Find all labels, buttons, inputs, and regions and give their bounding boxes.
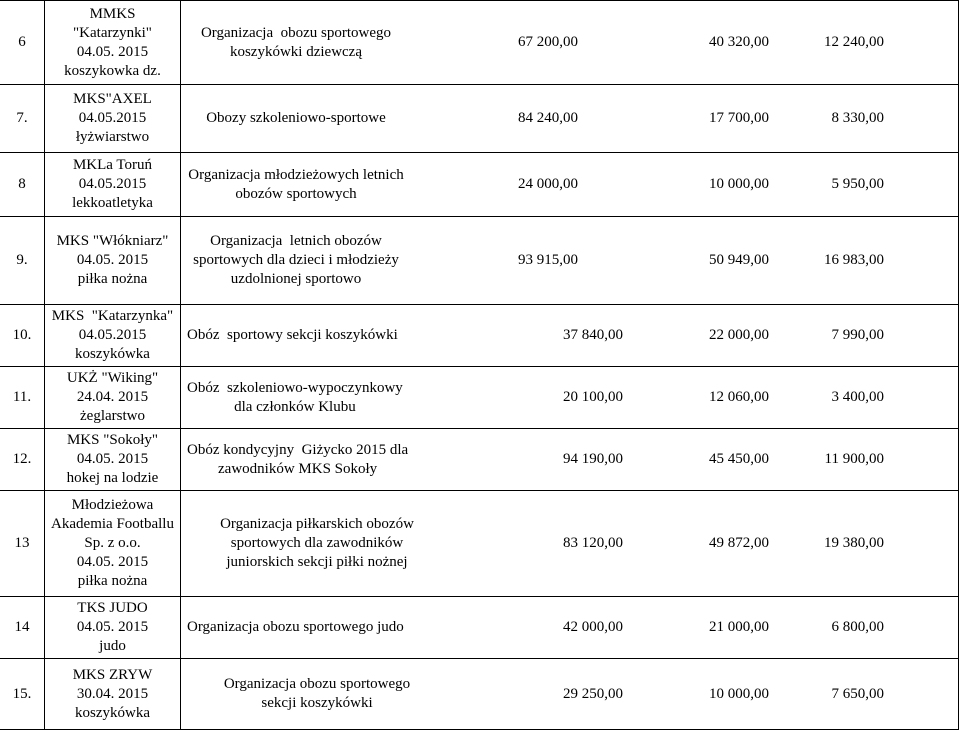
granted-amount: 11 900,00 [824,451,884,467]
organization-line: MKS "Katarzynka" [51,308,174,324]
task-cell [181,491,457,596]
organization-line: TKS JUDO [77,600,148,616]
table-row [0,305,959,366]
requested-amount: 49 872,00 [709,535,769,551]
organization-line: MKS "Włókniarz" [56,233,169,249]
task-line: juniorskich sekcji piłki nożnej [226,554,408,570]
task-cell [181,429,457,490]
organization-line: 04.05. 2015 [76,554,149,570]
table-row [0,85,959,152]
organization-line: Sp. z o.o. [84,535,141,551]
amounts-cell [456,305,959,366]
row-number: 9. [16,252,28,268]
table-row [0,367,959,428]
row-number: 14 [14,619,30,635]
organization-line: 04.05.2015 [78,176,147,192]
requested-amount: 10 000,00 [709,685,769,702]
organization-cell [45,659,180,729]
organization-line: 04.05. 2015 [76,619,149,635]
task-line: Organizacja letnich obozów [210,233,382,249]
table-row [0,597,959,658]
task-line: Organizacja obozu sportowego [200,24,392,41]
amounts-cell [411,153,959,216]
row-number: 8 [18,176,26,192]
row-number: 15. [12,685,32,702]
organization-line: 04.05. 2015 [76,43,149,60]
granted-amount: 5 950,00 [831,176,884,192]
task-cell [181,153,411,216]
organization-line: 04.05.2015 [78,327,147,343]
amounts-cell [456,429,959,490]
granted-amount: 7 990,00 [831,327,884,343]
task-line: obozów sportowych [235,185,357,202]
organization-line: MKS"AXEL [73,91,152,107]
task-cell [181,597,457,658]
task-line: sekcji koszykówki [261,695,373,711]
row-number: 7. [16,110,28,126]
amounts-cell [411,1,959,84]
task-line: Obóz sportowy sekcji koszykówki [187,327,398,343]
organization-line: "Katarzynki" [73,24,152,41]
task-line: zawodników MKS Sokoły [218,460,378,477]
task-line: sportowych dla zawodników [230,535,404,551]
requested-amount: 17 700,00 [709,110,769,126]
organization-line: koszykówka [74,346,150,362]
organization-line: 24.04. 2015 [76,389,149,405]
total-amount: 84 240,00 [518,110,578,126]
task-cell [181,217,411,304]
amounts-cell [456,367,959,428]
granted-amount: 3 400,00 [831,389,884,405]
row-number: 12. [12,451,32,467]
total-amount: 93 915,00 [518,252,578,268]
granted-amount: 12 240,00 [824,34,884,50]
organization-line: koszykówka [75,704,150,721]
total-amount: 29 250,00 [563,685,623,702]
table-row [0,217,959,304]
requested-amount: 22 000,00 [709,327,769,343]
table-row [0,491,959,596]
organization-line: MKS ZRYW [72,666,153,683]
task-line: Obóz szkoleniowo-wypoczynkowy [187,379,403,396]
row-number: 10. [12,327,32,343]
row-number: 11. [12,389,32,405]
organization-line: Akademia Footballu [51,516,174,532]
organization-cell [45,305,180,366]
table-row [0,153,959,216]
organization-cell [45,85,180,152]
organization-line: lekkoatletyka [72,195,153,211]
task-cell [181,305,457,366]
task-cell [181,659,457,729]
task-cell [181,85,411,152]
task-line: Organizacja obozu sportowego judo [187,619,404,635]
requested-amount: 12 060,00 [709,389,769,405]
total-amount: 20 100,00 [563,389,623,405]
granted-amount: 7 650,00 [831,685,884,702]
organization-cell [45,153,180,216]
organization-line: hokej na lodzie [66,470,159,486]
organization-cell [45,491,180,596]
granted-amount: 19 380,00 [824,535,884,551]
task-line: Organizacja młodzieżowych letnich [188,166,404,183]
amounts-cell [456,597,959,658]
task-cell [181,1,411,84]
organization-line: judo [99,638,126,654]
row-number: 6 [18,34,26,50]
task-line: Organizacja piłkarskich obozów [220,516,414,532]
task-line: Obozy szkoleniowo-sportowe [206,110,386,126]
organization-cell [45,597,180,658]
granted-amount: 8 330,00 [831,110,884,126]
granted-amount: 6 800,00 [831,619,884,635]
total-amount: 37 840,00 [563,327,623,343]
organization-line: MKLa Toruń [72,157,153,173]
table-row [0,659,959,729]
organization-line: piłka nożna [77,573,148,589]
amounts-cell [411,217,959,304]
total-amount: 42 000,00 [563,619,623,635]
requested-amount: 10 000,00 [709,176,769,192]
organization-cell [45,1,180,84]
organization-line: łyżwiarstwo [75,129,150,145]
amounts-cell [456,659,959,729]
requested-amount: 21 000,00 [709,619,769,635]
total-amount: 24 000,00 [518,176,578,192]
requested-amount: 40 320,00 [709,34,769,50]
task-line: uzdolnionej sportowo [230,271,362,287]
task-line: Organizacja obozu sportowego [223,676,411,692]
granted-amount: 16 983,00 [824,252,884,268]
organization-line: koszykowka dz. [64,62,161,79]
table-row [0,429,959,490]
organization-cell [45,429,180,490]
organization-line: 04.05. 2015 [76,252,149,268]
task-line: dla członków Klubu [234,398,356,415]
table-row [0,1,959,84]
requested-amount: 50 949,00 [709,252,769,268]
organization-cell [45,367,180,428]
task-cell [181,367,457,428]
amounts-cell [456,491,959,596]
organization-line: 04.05. 2015 [76,451,149,467]
organization-line: 30.04. 2015 [76,685,149,702]
task-line: sportowych dla dzieci i młodzieży [193,252,399,268]
organization-line: MMKS [89,5,136,22]
organization-line: 04.05.2015 [78,110,147,126]
requested-amount: 45 450,00 [709,451,769,467]
task-line: koszykówki dziewczą [229,43,363,60]
organization-line: MKS "Sokoły" [66,432,158,448]
row-number: 13 [14,535,30,551]
organization-line: Młodzieżowa [71,497,154,513]
amounts-cell [411,85,959,152]
task-line: Obóz kondycyjny Giżycko 2015 dla [187,441,409,458]
total-amount: 83 120,00 [563,535,623,551]
organization-line: żeglarstwo [80,408,145,424]
organization-line: UKŻ "Wiking" [66,370,159,386]
total-amount: 67 200,00 [518,34,578,50]
total-amount: 94 190,00 [563,451,623,467]
organization-cell [45,217,180,304]
organization-line: piłka nożna [77,271,148,287]
